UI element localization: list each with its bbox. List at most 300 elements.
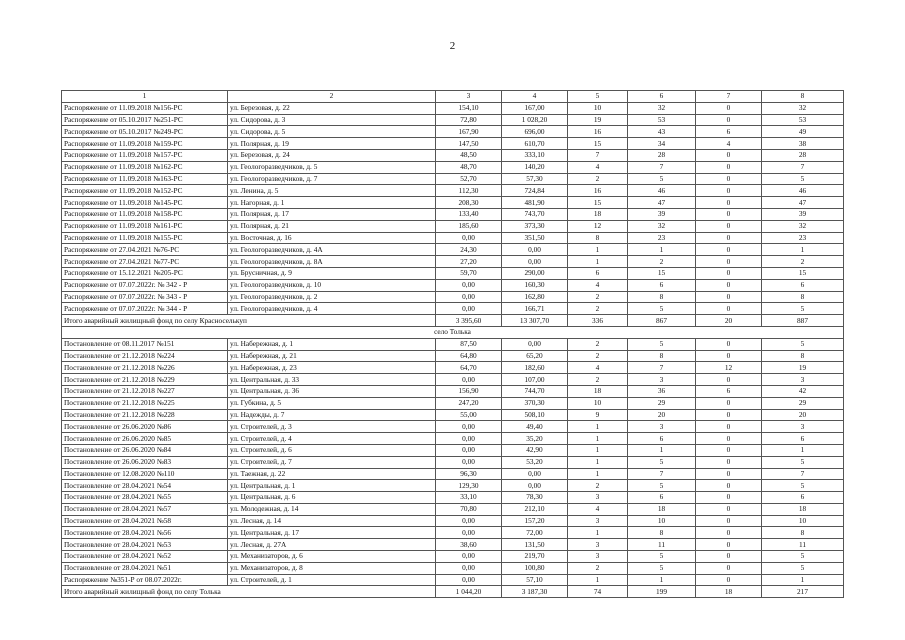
table-row <box>62 385 844 397</box>
document-cell: Постановление от 21.12.2018 №225 <box>62 397 228 409</box>
count-cell: 10 <box>568 397 628 409</box>
document-cell: Распоряжение от 11.09.2018 №163-РС <box>62 173 228 185</box>
table-row <box>62 574 844 586</box>
document-cell: Распоряжение №351-Р от 08.07.2022г. <box>62 574 228 586</box>
table-row <box>62 267 844 279</box>
area-cell: 0,00 <box>502 480 568 492</box>
count-cell: 0 <box>696 562 762 574</box>
address-cell: ул. Березовая, д. 22 <box>228 102 436 114</box>
count-cell: 18 <box>762 503 844 515</box>
count-cell: 5 <box>628 173 696 185</box>
total-label: Итого аварийный жилищный фонд по селу Толька <box>62 586 436 598</box>
count-cell: 8 <box>628 527 696 539</box>
area-cell: 0,00 <box>502 244 568 256</box>
area-cell: 57,10 <box>502 574 568 586</box>
area-cell: 157,20 <box>502 515 568 527</box>
count-cell: 15 <box>628 267 696 279</box>
area-cell: 65,20 <box>502 350 568 362</box>
column-number: 1 <box>62 91 228 103</box>
document-cell: Постановление от 28.04.2021 №58 <box>62 515 228 527</box>
address-cell: ул. Надежды, д. 7 <box>228 409 436 421</box>
area-cell: 107,00 <box>502 374 568 386</box>
area-cell: 48,70 <box>436 161 502 173</box>
document-cell: Распоряжение от 11.09.2018 №161-РС <box>62 220 228 232</box>
total-value: 3 395,60 <box>436 315 502 327</box>
area-cell: 0,00 <box>436 433 502 445</box>
count-cell: 0 <box>696 574 762 586</box>
area-cell: 0,00 <box>436 421 502 433</box>
count-cell: 8 <box>628 350 696 362</box>
count-cell: 10 <box>568 102 628 114</box>
count-cell: 42 <box>762 385 844 397</box>
area-cell: 0,00 <box>436 303 502 315</box>
total-value: 20 <box>696 315 762 327</box>
table-row <box>62 503 844 515</box>
table-row <box>62 421 844 433</box>
count-cell: 2 <box>568 374 628 386</box>
count-cell: 28 <box>628 149 696 161</box>
total-value: 336 <box>568 315 628 327</box>
column-number: 8 <box>762 91 844 103</box>
count-cell: 3 <box>568 551 628 563</box>
column-number: 6 <box>628 91 696 103</box>
count-cell: 18 <box>568 385 628 397</box>
count-cell: 3 <box>762 374 844 386</box>
count-cell: 3 <box>568 539 628 551</box>
count-cell: 7 <box>568 149 628 161</box>
address-cell: ул. Полярная, д. 17 <box>228 208 436 220</box>
area-cell: 167,90 <box>436 126 502 138</box>
count-cell: 0 <box>696 433 762 445</box>
count-cell: 0 <box>696 279 762 291</box>
document-cell: Постановление от 21.12.2018 №224 <box>62 350 228 362</box>
count-cell: 0 <box>696 161 762 173</box>
count-cell: 0 <box>696 350 762 362</box>
count-cell: 2 <box>628 256 696 268</box>
count-cell: 1 <box>762 244 844 256</box>
section-title: село Толька <box>62 326 844 338</box>
count-cell: 0 <box>696 444 762 456</box>
area-cell: 0,00 <box>436 374 502 386</box>
count-cell: 2 <box>568 480 628 492</box>
area-cell: 0,00 <box>436 232 502 244</box>
document-cell: Распоряжение от 07.07.2022г. № 342 - Р <box>62 279 228 291</box>
area-cell: 743,70 <box>502 208 568 220</box>
table-row <box>62 208 844 220</box>
area-cell: 212,10 <box>502 503 568 515</box>
document-cell: Постановление от 26.06.2020 №86 <box>62 421 228 433</box>
count-cell: 0 <box>696 492 762 504</box>
document-cell: Постановление от 08.11.2017 №151 <box>62 338 228 350</box>
count-cell: 53 <box>762 114 844 126</box>
count-cell: 2 <box>568 291 628 303</box>
count-cell: 0 <box>696 220 762 232</box>
count-cell: 0 <box>696 244 762 256</box>
count-cell: 18 <box>628 503 696 515</box>
count-cell: 0 <box>696 480 762 492</box>
table-row <box>62 515 844 527</box>
count-cell: 20 <box>628 409 696 421</box>
count-cell: 49 <box>762 126 844 138</box>
total-value: 199 <box>628 586 696 598</box>
count-cell: 2 <box>568 562 628 574</box>
count-cell: 5 <box>762 338 844 350</box>
count-cell: 11 <box>762 539 844 551</box>
document-cell: Распоряжение от 11.09.2018 №158-РС <box>62 208 228 220</box>
total-value: 217 <box>762 586 844 598</box>
count-cell: 6 <box>628 433 696 445</box>
count-cell: 29 <box>762 397 844 409</box>
document-cell: Распоряжение от 07.07.2022г. № 343 - Р <box>62 291 228 303</box>
address-cell: ул. Губкина, д. 5 <box>228 397 436 409</box>
table-row <box>62 397 844 409</box>
area-cell: 744,70 <box>502 385 568 397</box>
document-cell: Распоряжение от 11.09.2018 №157-РС <box>62 149 228 161</box>
count-cell: 3 <box>628 421 696 433</box>
address-cell: ул. Таежная, д. 22 <box>228 468 436 480</box>
count-cell: 7 <box>762 161 844 173</box>
count-cell: 46 <box>762 185 844 197</box>
count-cell: 0 <box>696 185 762 197</box>
address-cell: ул. Полярная, д. 19 <box>228 138 436 150</box>
area-cell: 87,50 <box>436 338 502 350</box>
area-cell: 351,50 <box>502 232 568 244</box>
count-cell: 8 <box>762 350 844 362</box>
count-cell: 7 <box>762 468 844 480</box>
count-cell: 16 <box>568 185 628 197</box>
area-cell: 42,90 <box>502 444 568 456</box>
count-cell: 0 <box>696 397 762 409</box>
area-cell: 219,70 <box>502 551 568 563</box>
area-cell: 610,70 <box>502 138 568 150</box>
count-cell: 32 <box>628 102 696 114</box>
count-cell: 1 <box>568 433 628 445</box>
count-cell: 46 <box>628 185 696 197</box>
area-cell: 508,10 <box>502 409 568 421</box>
count-cell: 4 <box>568 161 628 173</box>
count-cell: 15 <box>568 197 628 209</box>
address-cell: ул. Механизаторов, д. 6 <box>228 551 436 563</box>
document-cell: Постановление от 28.04.2021 №54 <box>62 480 228 492</box>
count-cell: 6 <box>696 126 762 138</box>
count-cell: 1 <box>628 444 696 456</box>
area-cell: 38,60 <box>436 539 502 551</box>
count-cell: 1 <box>568 421 628 433</box>
area-cell: 0,00 <box>436 456 502 468</box>
area-cell: 0,00 <box>436 562 502 574</box>
area-cell: 182,60 <box>502 362 568 374</box>
count-cell: 8 <box>762 527 844 539</box>
count-cell: 10 <box>628 515 696 527</box>
count-cell: 28 <box>762 149 844 161</box>
area-cell: 64,80 <box>436 350 502 362</box>
total-row <box>62 315 844 327</box>
address-cell: ул. Строителей, д. 6 <box>228 444 436 456</box>
table-row <box>62 185 844 197</box>
area-cell: 290,00 <box>502 267 568 279</box>
address-cell: ул. Восточная, д. 16 <box>228 232 436 244</box>
count-cell: 5 <box>762 303 844 315</box>
count-cell: 0 <box>696 232 762 244</box>
address-cell: ул. Строителей, д. 7 <box>228 456 436 468</box>
table-row <box>62 338 844 350</box>
area-cell: 333,10 <box>502 149 568 161</box>
count-cell: 47 <box>762 197 844 209</box>
count-cell: 23 <box>762 232 844 244</box>
count-cell: 15 <box>568 138 628 150</box>
count-cell: 5 <box>628 562 696 574</box>
count-cell: 1 <box>628 574 696 586</box>
document-cell: Постановление от 21.12.2018 №226 <box>62 362 228 374</box>
count-cell: 34 <box>628 138 696 150</box>
table-row <box>62 362 844 374</box>
document-cell: Постановление от 26.06.2020 №84 <box>62 444 228 456</box>
address-cell: ул. Набережная, д. 1 <box>228 338 436 350</box>
count-cell: 0 <box>696 374 762 386</box>
area-cell: 33,10 <box>436 492 502 504</box>
area-cell: 59,70 <box>436 267 502 279</box>
area-cell: 0,00 <box>502 468 568 480</box>
count-cell: 1 <box>568 444 628 456</box>
total-value: 13 307,70 <box>502 315 568 327</box>
table-row <box>62 374 844 386</box>
area-cell: 373,30 <box>502 220 568 232</box>
area-cell: 140,20 <box>502 161 568 173</box>
count-cell: 10 <box>762 515 844 527</box>
count-cell: 5 <box>628 338 696 350</box>
area-cell: 0,00 <box>436 279 502 291</box>
document-cell: Распоряжение от 11.09.2018 №156-РС <box>62 102 228 114</box>
count-cell: 1 <box>568 468 628 480</box>
count-cell: 43 <box>628 126 696 138</box>
document-cell: Распоряжение от 27.04.2021 №77-РС <box>62 256 228 268</box>
document-cell: Распоряжение от 07.07.2022г. № 344 - Р <box>62 303 228 315</box>
count-cell: 2 <box>568 338 628 350</box>
table-body <box>62 91 844 598</box>
address-cell: ул. Строителей, д. 1 <box>228 574 436 586</box>
count-cell: 2 <box>762 256 844 268</box>
column-number: 7 <box>696 91 762 103</box>
area-cell: 49,40 <box>502 421 568 433</box>
column-number: 2 <box>228 91 436 103</box>
table-row <box>62 232 844 244</box>
address-cell: ул. Строителей, д. 3 <box>228 421 436 433</box>
total-row <box>62 586 844 598</box>
table-row <box>62 149 844 161</box>
count-cell: 8 <box>762 291 844 303</box>
column-number: 3 <box>436 91 502 103</box>
document-cell: Постановление от 26.06.2020 №83 <box>62 456 228 468</box>
document-cell: Распоряжение от 05.10.2017 №251-РС <box>62 114 228 126</box>
table-row <box>62 197 844 209</box>
count-cell: 1 <box>568 456 628 468</box>
area-cell: 0,00 <box>502 338 568 350</box>
count-cell: 5 <box>762 480 844 492</box>
address-cell: ул. Молодежная, д. 14 <box>228 503 436 515</box>
area-cell: 24,30 <box>436 244 502 256</box>
count-cell: 18 <box>568 208 628 220</box>
table-row <box>62 244 844 256</box>
total-value: 1 044,20 <box>436 586 502 598</box>
count-cell: 39 <box>628 208 696 220</box>
count-cell: 6 <box>628 492 696 504</box>
count-cell: 0 <box>696 409 762 421</box>
area-cell: 0,00 <box>436 444 502 456</box>
table-row <box>62 433 844 445</box>
count-cell: 0 <box>696 338 762 350</box>
count-cell: 32 <box>762 102 844 114</box>
address-cell: ул. Геологоразведчиков, д. 5 <box>228 161 436 173</box>
address-cell: ул. Ленина, д. 5 <box>228 185 436 197</box>
count-cell: 0 <box>696 456 762 468</box>
count-cell: 1 <box>628 244 696 256</box>
count-cell: 11 <box>628 539 696 551</box>
count-cell: 32 <box>628 220 696 232</box>
table-row <box>62 220 844 232</box>
address-cell: ул. Геологоразведчиков, д. 10 <box>228 279 436 291</box>
area-cell: 27,20 <box>436 256 502 268</box>
count-cell: 0 <box>696 291 762 303</box>
area-cell: 35,20 <box>502 433 568 445</box>
count-cell: 5 <box>762 562 844 574</box>
area-cell: 1 028,20 <box>502 114 568 126</box>
area-cell: 100,80 <box>502 562 568 574</box>
count-cell: 4 <box>568 362 628 374</box>
document-cell: Постановление от 21.12.2018 №227 <box>62 385 228 397</box>
count-cell: 32 <box>762 220 844 232</box>
area-cell: 112,30 <box>436 185 502 197</box>
table-row <box>62 138 844 150</box>
count-cell: 7 <box>628 468 696 480</box>
count-cell: 5 <box>762 456 844 468</box>
column-number: 4 <box>502 91 568 103</box>
count-cell: 6 <box>568 267 628 279</box>
count-cell: 0 <box>696 421 762 433</box>
count-cell: 6 <box>762 492 844 504</box>
count-cell: 23 <box>628 232 696 244</box>
document-cell: Постановление от 28.04.2021 №53 <box>62 539 228 551</box>
area-cell: 185,60 <box>436 220 502 232</box>
count-cell: 16 <box>568 126 628 138</box>
address-cell: ул. Сидорова, д. 5 <box>228 126 436 138</box>
count-cell: 0 <box>696 197 762 209</box>
area-cell: 133,40 <box>436 208 502 220</box>
document-cell: Распоряжение от 11.09.2018 №159-РС <box>62 138 228 150</box>
count-cell: 19 <box>568 114 628 126</box>
count-cell: 0 <box>696 303 762 315</box>
count-cell: 7 <box>628 362 696 374</box>
count-cell: 4 <box>568 279 628 291</box>
area-cell: 72,00 <box>502 527 568 539</box>
table-row <box>62 161 844 173</box>
table-row <box>62 562 844 574</box>
count-cell: 8 <box>628 291 696 303</box>
count-cell: 6 <box>762 433 844 445</box>
count-cell: 1 <box>568 244 628 256</box>
total-value: 74 <box>568 586 628 598</box>
area-cell: 370,30 <box>502 397 568 409</box>
table-row <box>62 291 844 303</box>
count-cell: 5 <box>628 456 696 468</box>
count-cell: 12 <box>696 362 762 374</box>
address-cell: ул. Лесная, д. 27А <box>228 539 436 551</box>
count-cell: 5 <box>762 173 844 185</box>
area-cell: 0,00 <box>436 527 502 539</box>
count-cell: 0 <box>696 149 762 161</box>
area-cell: 52,70 <box>436 173 502 185</box>
column-number: 5 <box>568 91 628 103</box>
count-cell: 6 <box>762 279 844 291</box>
count-cell: 1 <box>568 574 628 586</box>
area-cell: 78,30 <box>502 492 568 504</box>
area-cell: 0,00 <box>436 574 502 586</box>
address-cell: ул. Центральная, д. 17 <box>228 527 436 539</box>
count-cell: 0 <box>696 102 762 114</box>
table-row <box>62 480 844 492</box>
document-cell: Постановление от 28.04.2021 №56 <box>62 527 228 539</box>
area-cell: 147,50 <box>436 138 502 150</box>
address-cell: ул. Брусничная, д. 9 <box>228 267 436 279</box>
address-cell: ул. Лесная, д. 14 <box>228 515 436 527</box>
count-cell: 5 <box>628 551 696 563</box>
area-cell: 131,50 <box>502 539 568 551</box>
area-cell: 162,80 <box>502 291 568 303</box>
address-cell: ул. Центральная, д. 6 <box>228 492 436 504</box>
table-row <box>62 173 844 185</box>
area-cell: 724,84 <box>502 185 568 197</box>
count-cell: 47 <box>628 197 696 209</box>
count-cell: 36 <box>628 385 696 397</box>
area-cell: 481,90 <box>502 197 568 209</box>
address-cell: ул. Нагорная, д. 1 <box>228 197 436 209</box>
page-number: 2 <box>449 40 456 52</box>
table-row <box>62 444 844 456</box>
count-cell: 3 <box>568 492 628 504</box>
document-cell: Распоряжение от 15.12.2021 №205-РС <box>62 267 228 279</box>
area-cell: 0,00 <box>436 291 502 303</box>
table-row <box>62 456 844 468</box>
address-cell: ул. Строителей, д. 4 <box>228 433 436 445</box>
section-header-row <box>62 326 844 338</box>
area-cell: 48,50 <box>436 149 502 161</box>
total-value: 3 187,30 <box>502 586 568 598</box>
count-cell: 15 <box>762 267 844 279</box>
document-cell: Распоряжение от 11.09.2018 №162-РС <box>62 161 228 173</box>
document-cell: Распоряжение от 05.10.2017 №249-РС <box>62 126 228 138</box>
count-cell: 6 <box>628 279 696 291</box>
table-row <box>62 102 844 114</box>
area-cell: 72,80 <box>436 114 502 126</box>
count-cell: 3 <box>762 421 844 433</box>
table-row <box>62 492 844 504</box>
count-cell: 19 <box>762 362 844 374</box>
count-cell: 0 <box>696 267 762 279</box>
count-cell: 9 <box>568 409 628 421</box>
area-cell: 0,00 <box>502 256 568 268</box>
total-label: Итого аварийный жилищный фонд по селу Красноселькуп <box>62 315 436 327</box>
document-cell: Постановление от 26.06.2020 №85 <box>62 433 228 445</box>
count-cell: 5 <box>628 303 696 315</box>
address-cell: ул. Набережная, д. 23 <box>228 362 436 374</box>
address-cell: ул. Березовая, д. 24 <box>228 149 436 161</box>
address-cell: ул. Геологоразведчиков, д. 4А <box>228 244 436 256</box>
area-cell: 166,71 <box>502 303 568 315</box>
document-cell: Распоряжение от 11.09.2018 №152-РС <box>62 185 228 197</box>
count-cell: 3 <box>568 515 628 527</box>
table-row <box>62 551 844 563</box>
column-number-row <box>62 91 844 103</box>
count-cell: 39 <box>762 208 844 220</box>
